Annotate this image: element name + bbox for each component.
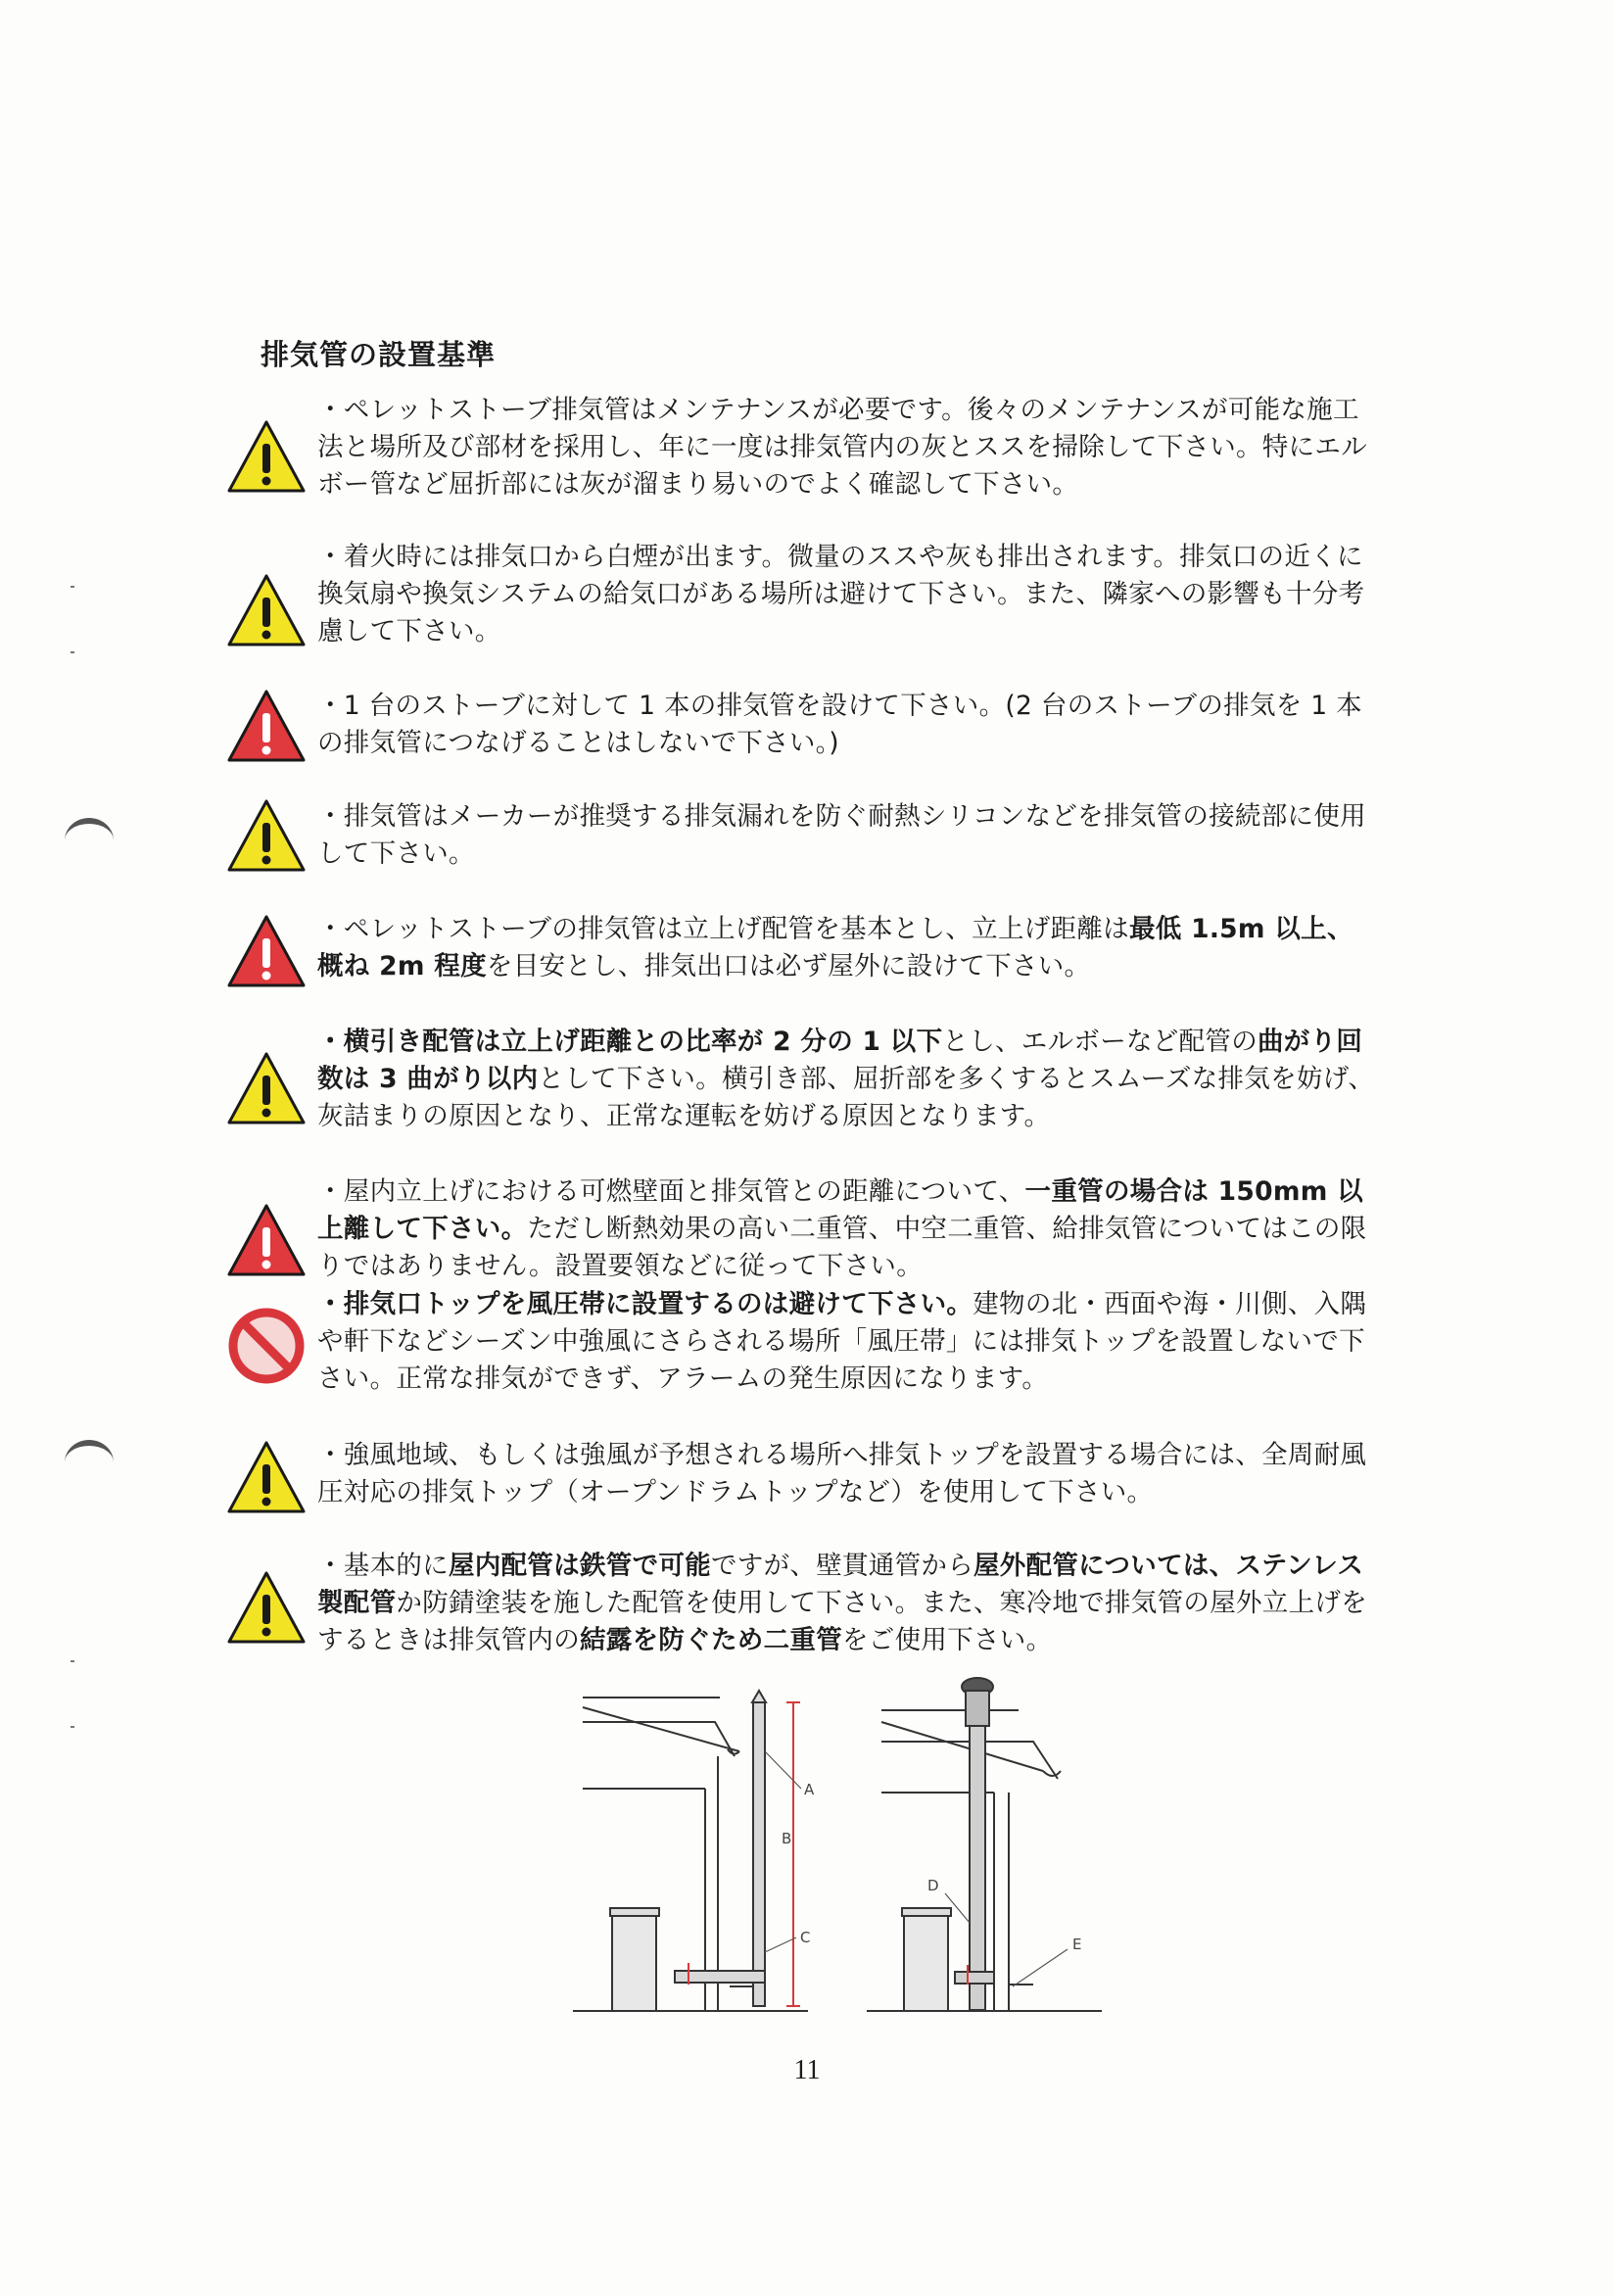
body-text: ・ペレットストーブの排気管は立上げ配管を基本とし、立上げ距離は [317, 914, 1129, 944]
caution-yellow-triangle-icon [225, 1437, 308, 1519]
binder-hole-mark [65, 818, 114, 863]
scan-speck [71, 586, 74, 588]
label-b: B [782, 1830, 792, 1847]
warning-red-triangle-icon [225, 1200, 308, 1282]
guideline-text [317, 1548, 1375, 1659]
caution-yellow-triangle-icon [225, 416, 308, 499]
exhaust-installation-diagram [573, 1673, 1102, 2026]
label-a: A [804, 1781, 815, 1798]
warning-red-triangle-icon [225, 686, 308, 768]
body-text: ただし断熱効果の高い二重管、中空二重管、給排気管についてはこの限りではありません。設置要領などに従って下さい。 [317, 1214, 1367, 1281]
emphasis-text: 一重管の場合は 150mm 以上離して下さい。 [317, 1176, 1364, 1244]
scan-speck [71, 1660, 74, 1662]
body-text: ・強風地域、もしくは強風が予想される場所へ排気トップを設置する場合には、全周耐風圧対応の排気トップ（オープンドラムトップなど）を使用して下さい。 [317, 1440, 1367, 1507]
binder-hole-mark [65, 1440, 114, 1485]
label-c: C [800, 1929, 811, 1946]
diagram-left [573, 1691, 811, 2011]
body-text: ・基本的に [317, 1551, 449, 1581]
caution-yellow-triangle-icon [225, 1048, 308, 1130]
emphasis-text: 屋内配管は鉄管で可能 [449, 1551, 711, 1581]
prohibited-circle-icon [225, 1305, 308, 1387]
scan-speck [71, 1726, 74, 1728]
emphasis-text: ・横引き配管は立上げ距離との比率が 2 分の 1 以下 [317, 1027, 943, 1057]
guideline-text [317, 539, 1375, 650]
body-text: 建物の北・西面や海・川側、入隅や軒下などシーズン中強風にさらされる場所「風圧帯」には排気トップを設置しないで下さい。正常な排気ができず、アラームの発生原因になります。 [317, 1289, 1367, 1394]
guideline-text [317, 911, 1375, 985]
guideline-text [317, 798, 1375, 873]
emphasis-text: 曲がり回数は 3 曲がり以内 [317, 1027, 1363, 1094]
caution-yellow-triangle-icon [225, 795, 308, 878]
guideline-text [317, 392, 1375, 503]
caution-yellow-triangle-icon [225, 570, 308, 652]
body-text: ・ペレットストーブ排気管はメンテナンスが必要です。後々のメンテナンスが可能な施工法と場所及び部材を採用し、年に一度は排気管内の灰とススを掃除して下さい。特にエルボー管など屈折部には灰が溜まり易いのでよく確認して下さい。 [317, 395, 1367, 500]
label-e: E [1072, 1936, 1082, 1953]
emphasis-text: 屋外配管については、ステンレス製配管 [317, 1551, 1364, 1618]
guideline-text [317, 1173, 1375, 1285]
emphasis-text: 結露を防ぐため二重管 [580, 1625, 842, 1655]
guideline-text [317, 688, 1375, 762]
scan-speck [71, 651, 74, 653]
body-text: とし、エルボーなど配管の [942, 1027, 1258, 1057]
emphasis-text: ・排気口トップを風圧帯に設置するのは避けて下さい。 [317, 1289, 973, 1319]
guideline-text [317, 1437, 1375, 1511]
label-d: D [927, 1877, 939, 1894]
caution-yellow-triangle-icon [225, 1567, 308, 1650]
body-text: をご使用下さい。 [842, 1625, 1053, 1655]
body-text: か防錆塗装を施した配管を使用して下さい。また、寒冷地で排気管の屋外立上げをするときは排気管内の [317, 1588, 1368, 1655]
body-text: ・屋内立上げにおける可燃壁面と排気管との距離について、 [317, 1176, 1025, 1207]
body-text: を目安とし、排気出口は必ず屋外に設けて下さい。 [486, 951, 1091, 981]
warning-red-triangle-icon [225, 911, 308, 993]
body-text: ・1 台のストーブに対して 1 本の排気管を設けて下さい。(2 台のストーブの排気を 1 本の排気管につなげることはしないで下さい。) [317, 691, 1362, 758]
body-text: として下さい。横引き部、屈折部を多くするとスムーズな排気を妨げ、灰詰まりの原因となり、正常な運転を妨げる原因となります。 [317, 1064, 1375, 1131]
emphasis-text: 最低 1.5m 以上、概ね 2m 程度 [317, 914, 1353, 981]
page-number: 11 [793, 2055, 821, 2085]
guideline-text [317, 1024, 1375, 1135]
diagram-right [867, 1678, 1102, 2011]
body-text: ・着火時には排気口から白煙が出ます。微量のススや灰も排出されます。排気口の近くに換気扇や換気システムの給気口がある場所は避けて下さい。また、隣家への影響も十分考慮して下さい。 [317, 542, 1365, 646]
section-title: 排気管の設置基準 [261, 338, 497, 371]
guideline-text [317, 1286, 1375, 1398]
body-text: ・排気管はメーカーが推奨する排気漏れを防ぐ耐熱シリコンなどを排気管の接続部に使用して下さい。 [317, 801, 1366, 869]
body-text: ですが、壁貫通管から [711, 1551, 973, 1581]
